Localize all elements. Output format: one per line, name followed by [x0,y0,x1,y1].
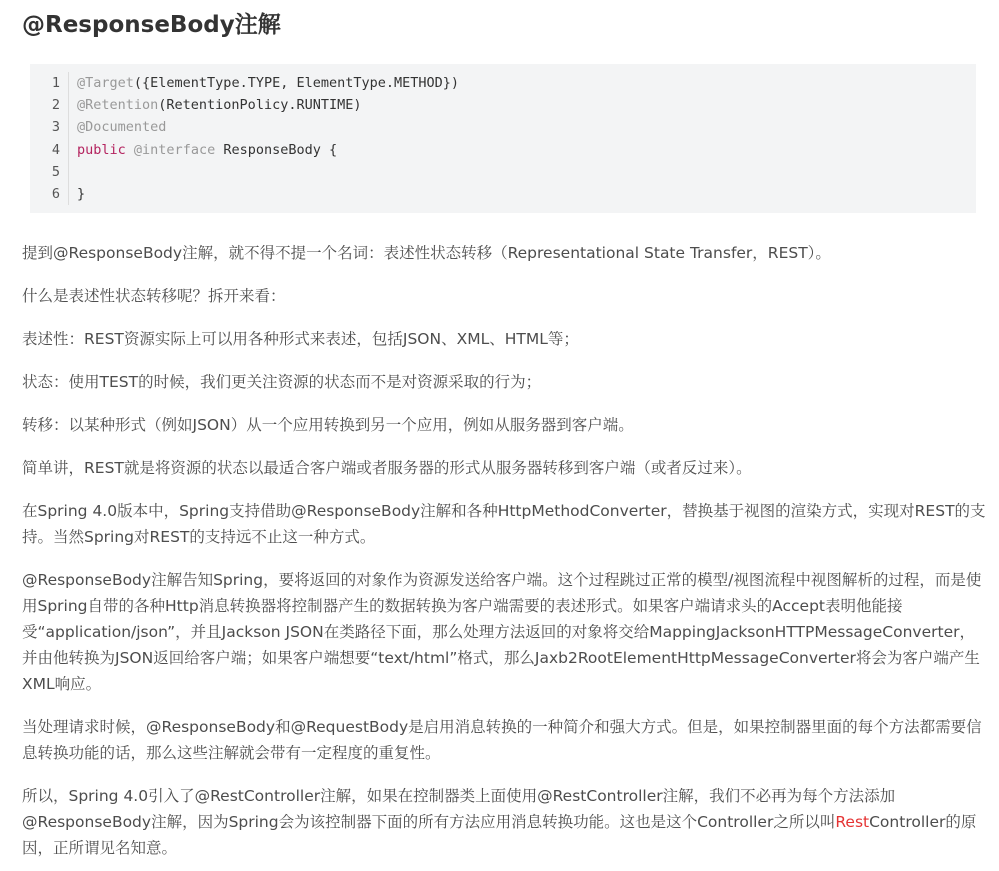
line-number: 2 [30,94,69,116]
code-annotation: @Retention [77,97,159,114]
code-line [30,183,976,205]
paragraph: 在Spring 4.0版本中，Spring支持借助@ResponseBody注解和各种HttpMethodConverter，替换基于视图的渲染方式，实现对REST的支持。当然Spring对REST的支持远不止这一种方式。 [22,502,986,547]
paragraph: 什么是表述性状态转移呢？拆开来看： [22,287,286,306]
code-token: ({ElementType.TYPE, ElementType.METHOD}) [133,75,460,91]
paragraph-text: 所以，Spring 4.0引入了@RestController注解，如果在控制器类上面使用@RestController注解，我们不必再为每个方法添加@ResponseBody注解，因为Spring会为该控制器下面的所有方法应用消息转换功能。这也是这个Controller之所以叫 [22,787,896,832]
line-number: 5 [30,161,69,183]
code-token: } [77,185,86,202]
paragraph: 状态：使用TEST的时候，我们更关注资源的状态而不是对资源采取的行为； [22,373,542,392]
line-number: 6 [30,183,69,205]
code-annotation: @Target [77,75,134,91]
line-number: 1 [30,72,69,94]
paragraph: 当处理请求时候，@ResponseBody和@RequestBody是启用消息转换的一种简介和强大方式。但是，如果控制器里面的每个方法都需要信息转换功能的话，那么这些注解就会带有一定程度的重复性。 [22,718,982,763]
paragraph: 简单讲，REST就是将资源的状态以最适合客户端或者服务器的形式从服务器转移到客户端（或者反过来）。 [22,459,752,478]
code-text [69,116,166,138]
code-line [30,139,976,161]
code-token: ResponseBody { [215,141,338,158]
code-line [30,94,976,116]
code-text [69,161,77,183]
code-token [126,142,134,158]
paragraph: 表述性：REST资源实际上可以用各种形式来表述，包括JSON、XML、HTML等； [22,330,579,349]
page-title: @ResponseBody注解 [22,12,281,38]
code-text [69,139,337,161]
code-keyword: public [77,141,126,158]
paragraph: 转移：以某种形式（例如JSON）从一个应用转换到另一个应用，例如从服务器到客户端。 [22,416,634,435]
code-text [69,72,459,94]
code-block [30,64,976,213]
code-line [30,161,976,183]
code-text [69,94,361,116]
code-text [69,183,85,205]
code-annotation: @interface [133,141,216,158]
code-token: (RetentionPolicy.RUNTIME) [158,97,362,114]
line-number: 3 [30,116,69,138]
paragraph-last [22,783,987,861]
article-body [22,240,987,861]
paragraph: 提到@ResponseBody注解，就不得不提一个名词：表述性状态转移（Representational State Transfer，REST）。 [22,244,831,263]
code-line [30,116,976,138]
paragraph: @ResponseBody注解告知Spring，要将返回的对象作为资源发送给客户端。这个过程跳过正常的模型/视图流程中视图解析的过程，而是使用Spring自带的各种Http消息转换器将控制器产生的数据转换为客户端需要的表述形式。如果客户端请求头的Accept表明他能接受“application/json”，并且Jackson JSON在类路径下面，那么处理方法返回的对象将交给MappingJacksonHTTPMessageConverter，并由他转换为JSON返回给客户端；如果客户端想要“text/html”格式，那么Jaxb2RootElementHttpMessageConverter将会为客户端产生XML响应。 [22,571,982,694]
line-number: 4 [30,139,69,161]
code-annotation: @Documented [77,119,167,136]
paragraph-text: Controller的原因，正所谓见名知意。 [22,813,977,858]
highlight-text: Rest [835,813,870,832]
code-line [30,72,976,94]
